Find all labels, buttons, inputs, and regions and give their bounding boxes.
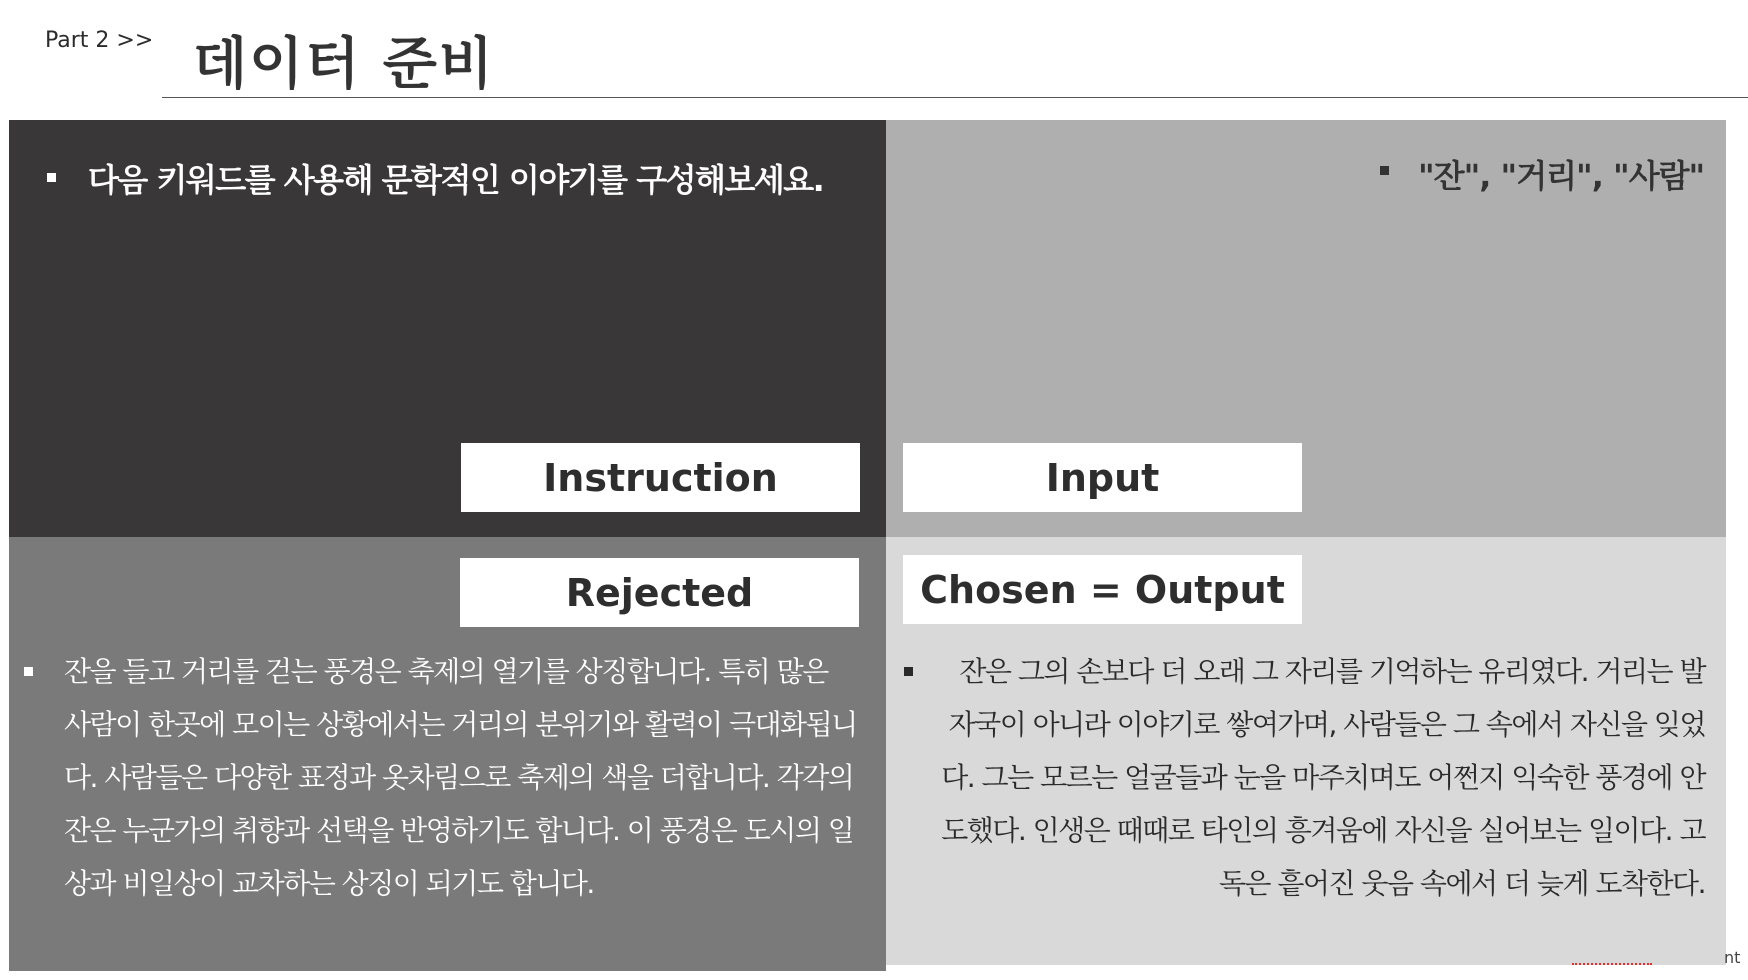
rejected-label: Rejected — [460, 558, 859, 627]
instruction-label: Instruction — [461, 443, 860, 512]
instruction-text: 다음 키워드를 사용해 문학적인 이야기를 구성해보세요. — [88, 161, 824, 199]
square-bullet-icon — [1380, 166, 1389, 175]
chosen-label: Chosen = Output — [903, 555, 1302, 624]
title-divider — [162, 97, 1748, 98]
page-title: 데이터 준비 — [193, 32, 495, 97]
part-label: Part 2 >> — [45, 28, 154, 53]
square-bullet-icon — [47, 173, 56, 182]
corner-text: nt — [1724, 948, 1741, 967]
square-bullet-icon — [24, 667, 33, 676]
square-bullet-icon — [904, 667, 913, 676]
rejected-text: 잔을 들고 거리를 걷는 풍경은 축제의 열기를 상징합니다. 특히 많은 사람이 한곳에 모이는 상황에서는 거리의 분위기와 활력이 극대화됩니다. 사람들은 다양한 표정과 옷차림으로 축제의 색을 더합니다. 각각의 잔은 누군가의 취향과 선택을 반영하기도 합니다. 이 풍경은 도시의 일상과 비일상이 교차하는 상징이 되기도 합니다. — [64, 655, 857, 900]
spellcheck-underline — [1572, 963, 1652, 965]
chosen-text: 잔은 그의 손보다 더 오래 그 자리를 기억하는 유리였다. 거리는 발자국이 아니라 이야기로 쌓여가며, 사람들은 그 속에서 자신을 잊었다. 그는 모르는 얼굴들과 눈을 마주치며도 어쩐지 익숙한 풍경에 안도했다. 인생은 때때로 타인의 흥겨움에 자신을 실어보는 일이다. 고독은 흩어진 웃음 속에서 더 늦게 도착한다. — [941, 655, 1705, 900]
input-label: Input — [903, 443, 1302, 512]
input-keywords: "잔", "거리", "사람" — [1418, 157, 1705, 195]
